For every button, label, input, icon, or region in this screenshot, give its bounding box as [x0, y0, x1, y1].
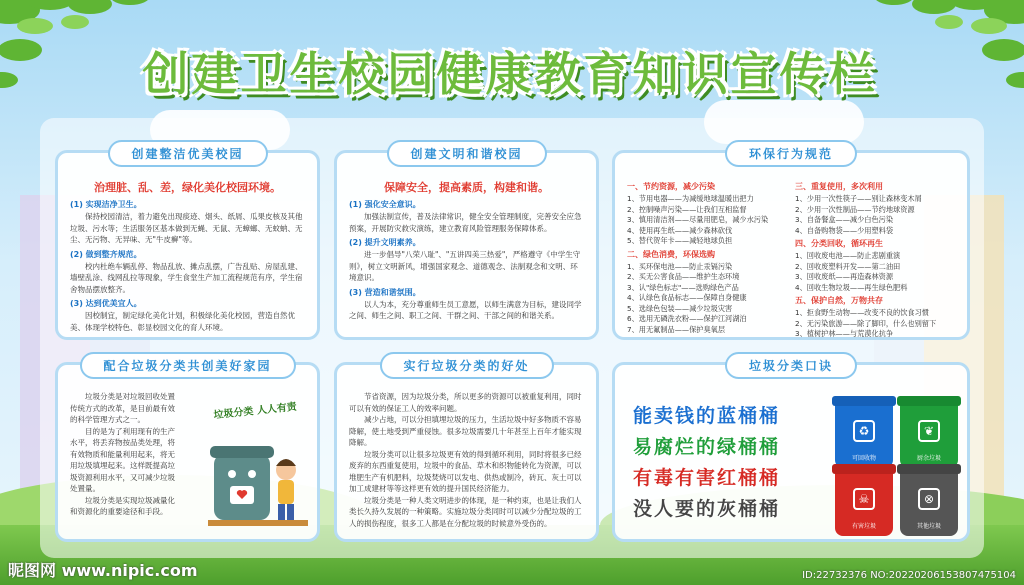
eco-item: 2、少用一次性制品——节约地球资源 [795, 204, 915, 214]
panel-title: 实行垃圾分类的好处 [379, 352, 553, 379]
section-text: 以人为本，充分尊重师生员工意愿，以师生满意为目标，建设同学之间、师生之间、职工之间、干群之间、干部之间的和谐关系。 [349, 299, 582, 320]
paragraph: 垃圾分类是实现垃圾减量化和资源化的重要途径和手段。 [70, 495, 175, 516]
panel-harmonious-campus [334, 147, 599, 340]
eco-item: 4、认绿色食品标志——保障自身健康 [627, 293, 747, 302]
eco-right-column [795, 179, 955, 340]
eco-item: 6、选用无磷洗衣粉——保护江河湖泊 [627, 314, 747, 323]
chant-blue: 能卖钱的蓝桶桶 [633, 405, 781, 427]
eco-left-column [627, 179, 787, 340]
eco-item: 3、认"绿色标志"——选购绿色产品 [627, 282, 739, 292]
paragraph: 节省资源，因为垃圾分类，所以更多的资源可以被重复利用，同时可以有效的保证工人的效率问题。 [349, 392, 582, 413]
eco-group-heading: 一、节约资源，减少污染 [627, 182, 715, 191]
eco-item: 4、自备购物袋——少用塑料袋 [795, 225, 894, 235]
eco-item: 2、回收废塑料开发——第二油田 [795, 261, 901, 271]
eco-item: 5、替代贺年卡——减轻地球负担 [627, 236, 733, 245]
section-text: 加强法制宣传，普及法律常识，健全安全管理制度，完善安全应急预案，开展防灾救灾演练，建立教育风险管理服务保障体系。 [349, 212, 582, 233]
watermark-right: ID:22732376 NO:20220206153807475104 [802, 570, 1016, 581]
eco-item: 3、自备餐盒——减少白色污染 [795, 215, 894, 224]
paragraph: 减少占地，可以分担填埋垃圾的压力，生活垃圾中好多物质不容易降解，使土地受到严重侵蚀。很多垃圾需要几十年甚至上百年才能实现降解。 [349, 415, 582, 447]
section-text: 保持校园清洁，着力避免出现痰迹、烟头、纸屑、瓜果皮核及其他垃圾、污水等；生活服务区基本做到无蝇、无鼠、无蟑螂、无蚊蚋、无尘、无污物、无异味、无"牛皮癣"等。 [70, 212, 303, 244]
section-text: 因校制宜，制定绿化美化计划，积极绿化美化校园，营造自然优美、体现学校特色、彰显校园文化的育人环境。 [70, 311, 295, 332]
paragraph: 垃圾分类是一种人类文明进步的体现，是一种约束，也是让我们人类长久持久发展的一种策略。实施垃圾分类同时可以减少分配垃圾的工人的损伤程度，很多工人都是在分配垃圾的时候意外受伤的。 [349, 495, 582, 528]
panel-slogan: 保障安全，提高素质，构建和谐。 [384, 181, 549, 194]
eco-item: 4、回收生物垃圾——再生绿色肥料 [795, 282, 908, 292]
eco-item: 7、用无氟制品——保护臭氧层 [627, 324, 726, 334]
paragraph: 目的是为了利用现有的生产水平，将丢弃物按品类处理，将有效物质和能量利用起来，将无用垃圾填埋起来。这样既提高垃圾资源利用水平，又可减少垃圾处置量。 [70, 426, 175, 493]
section-heading: (3) 达到优美宜人。 [70, 299, 142, 308]
section-heading: (2) 提升文明素养。 [349, 238, 421, 247]
eco-group-heading: 二、绿色消费，环保选购 [627, 249, 715, 259]
eco-item: 1、少用一次性筷子——别让森林变木屑 [795, 194, 922, 203]
paragraph: 垃圾分类是对垃圾回收处置传统方式的改革，是目前最有效的科学管理方式之一。 [70, 392, 175, 424]
eco-item: 2、控制噪声污染——让我们互相监督 [627, 204, 747, 214]
eco-item: 2、无污染旅游——除了脚印，什么也别留下 [795, 318, 937, 328]
section-heading: (2) 做到整齐规范。 [70, 249, 142, 259]
eco-item: 2、买无公害食品——维护生态环境 [627, 272, 740, 281]
chant-green: 易腐烂的绿桶桶 [633, 436, 781, 458]
section-heading: (3) 营造和谐氛围。 [349, 287, 421, 297]
chant-red: 有毒有害红桶桶 [633, 467, 781, 489]
bin-label: 厨余垃圾 [916, 455, 941, 462]
panel-title: 配合垃圾分类共创美好家园 [79, 352, 295, 379]
recyclable-bin-icon: ♻ 可回收物 [835, 402, 893, 468]
panel-title: 创建整洁优美校园 [107, 140, 267, 167]
bin-label: 可回收物 [851, 455, 876, 462]
panel-title: 创建文明和谐校园 [386, 140, 546, 167]
eco-item: 1、拒食野生动物——改变不良的饮食习惯 [795, 308, 929, 317]
paragraph: 垃圾分类可以让很多垃圾更有效的得到循环利用，同时将很多已经废弃的东西重复使用，垃圾中的食品、草木和织物能转化为资源，可以堆肥生产有机肥料，垃圾焚烧可以发电、供热或制冷，砖瓦、灰土可以加工成建材等等这样更有效的提升国民经济能力。 [349, 449, 582, 493]
eco-item: 1、买环保电池——防止汞镉污染 [627, 261, 733, 271]
eco-item: 1、节用电器——为减缓地球温暖出把力 [627, 194, 754, 203]
section-heading: (1) 强化安全意识。 [349, 200, 421, 209]
panel-title: 环保行为规范 [725, 140, 857, 167]
eco-group-heading: 四、分类回收，循环再生 [795, 239, 883, 248]
eco-group-heading: 三、重复使用，多次利用 [795, 182, 883, 191]
panel-eco-behavior [612, 147, 970, 340]
hazardous-bin-icon: ☠ 有害垃圾 [835, 470, 893, 536]
panel-slogan: 治理脏、乱、差，绿化美化校园环境。 [94, 181, 281, 194]
eco-item: 4、使用再生纸——减少森林砍伐 [627, 225, 733, 235]
panel-sorting-benefits [334, 359, 599, 542]
watermark-left: 昵图网 www.nipic.com [8, 561, 198, 580]
bin-label: 其他垃圾 [916, 523, 941, 530]
bin-label: 有害垃圾 [851, 523, 876, 530]
section-text: 校内杜绝车辆乱停、物品乱放、摊点乱摆，广告乱贴、房屋乱建、墙壁乱涂、线网乱拉等现象，学生食堂生产加工流程规范有序，学生宿舍物品摆放整齐。 [70, 261, 303, 294]
page-title: 创建卫生校园健康教育知识宣传栏 [142, 47, 878, 101]
section-text: 进一步倡导"八荣八耻"、"五讲四美三热爱"，严格遵守《中学生守则》，树立文明新风，增强国家观念、道德观念、法制观念和文明、环境意识。 [349, 250, 581, 282]
eco-item: 5、选绿色包装——减少垃圾灾害 [627, 303, 733, 313]
section-heading: (1) 实现洁净卫生。 [70, 200, 142, 209]
eco-item: 1、回收废电池——防止悲剧重演 [795, 251, 901, 260]
eco-item: 3、植树护林——与荒漠化抗争 [795, 329, 894, 338]
eco-item: 3、慎用清洁剂——尽量用肥皂，减少水污染 [627, 215, 769, 224]
panel-title: 垃圾分类口诀 [725, 352, 857, 379]
kitchen-waste-bin-icon: ❦ 厨余垃圾 [900, 402, 958, 468]
sorting-badge: 垃圾分类 人人有责 [213, 401, 298, 422]
eco-group-heading: 五、保护自然，万物共存 [795, 296, 883, 305]
other-waste-bin-icon: ⊗ 其他垃圾 [900, 470, 958, 536]
eco-item: 3、回收废纸——再造森林资源 [795, 272, 894, 281]
cartoon-illustration [208, 401, 308, 530]
panel-clean-campus [55, 147, 320, 340]
bin-mascot-icon [208, 424, 308, 534]
chant-gray: 没人要的灰桶桶 [633, 498, 781, 520]
